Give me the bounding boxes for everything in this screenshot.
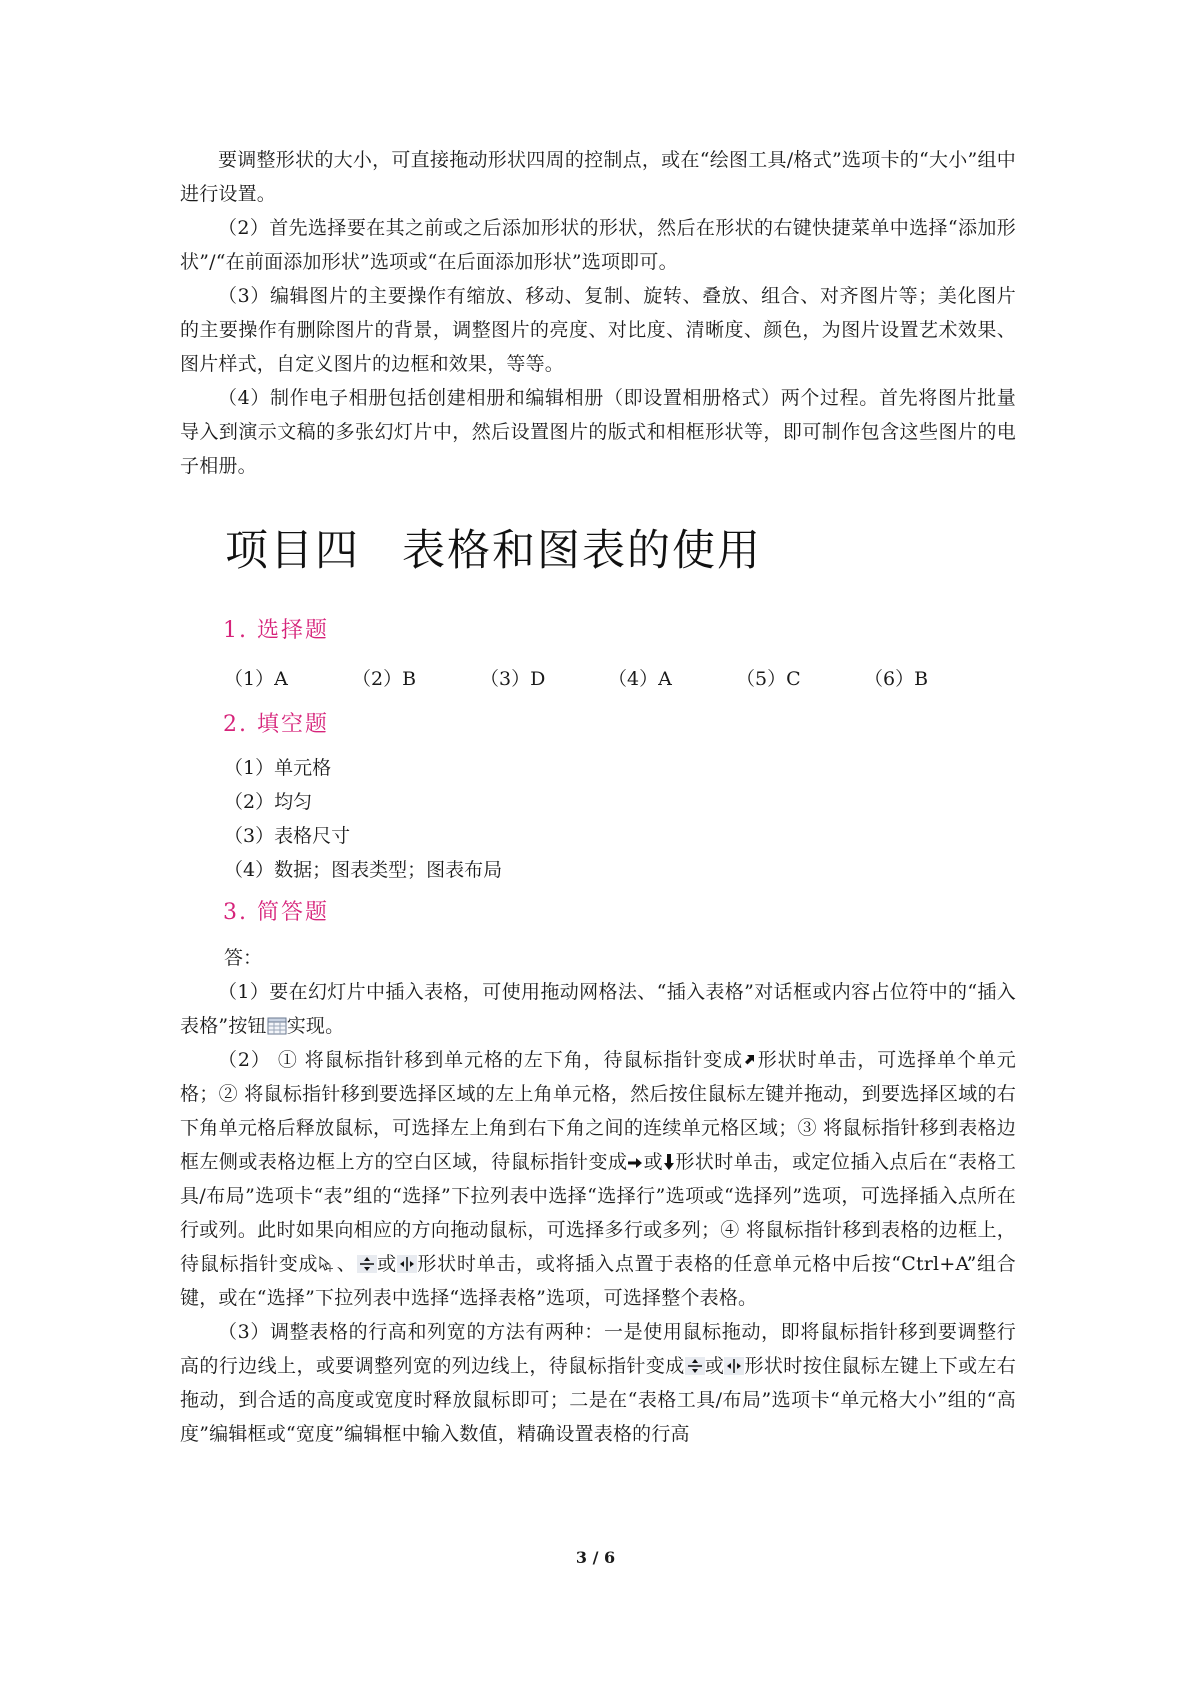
choice-answers-row [224, 657, 1016, 701]
intro-paragraph-1: 要调整形状的大小，可直接拖动形状四周的控制点，或在“绘图工具/格式”选项卡的“大小”组中进行设置。 [180, 149, 1016, 205]
short-answer-1-text: （1）要在幻灯片中插入表格，可使用拖动网格法、“插入表格”对话框或内容占位符中的“插入表格”按钮 [180, 981, 1016, 1037]
short-answer-1-text-end: 实现。 [286, 1015, 345, 1037]
short-answer-2-text: 或 [643, 1151, 664, 1173]
section-heading-choice: 1. 选择题 [223, 618, 329, 643]
fill-answer: （1）单元格 [224, 757, 332, 779]
choice-answer: （2）B [352, 668, 417, 690]
fill-answer: （3）表格尺寸 [224, 825, 351, 847]
short-answer-3-text: （3）调整表格的行高和列宽的方法有两种：一是使用鼠标拖动，即将鼠标指针移到要调整行高的行边线上，或要调整列宽的列边线上，待鼠标指针变成 [180, 1321, 1016, 1377]
short-answer-3-text: 形状时按住鼠标左键上下或左右拖动，到合适的高度或宽度时释放鼠标即可；二是在“表格工具/布局”选项卡“单元格大小”组的“高度”编辑框或“宽度”编辑框中输入数值，精确设置表格的行高 [180, 1355, 1016, 1445]
short-answer-2-text: 或 [376, 1253, 397, 1275]
short-answer-2-text: （2） ① 将鼠标指针移到单元格的左下角，待鼠标指针变成 [218, 1049, 743, 1071]
column-resize-icon [724, 1357, 744, 1375]
short-answer-2-text: 、 [336, 1253, 357, 1275]
intro-paragraph-3: （3）编辑图片的主要操作有缩放、移动、复制、旋转、叠放、组合、对齐图片等；美化图片的主要操作有删除图片的背景，调整图片的亮度、对比度、清晰度、颜色，为图片设置艺术效果、图片样式，自定义图片的边框和效果，等等。 [180, 285, 1016, 375]
fill-answer: （2）均匀 [224, 791, 313, 813]
short-answer-3-text: 或 [704, 1355, 725, 1377]
intro-paragraph-4: （4）制作电子相册包括创建相册和编辑相册（即设置相册格式）两个过程。首先将图片批量导入到演示文稿的多张幻灯片中，然后设置图片的版式和相框形状等，即可制作包含这些图片的电子相册。 [180, 387, 1016, 477]
short-answer-2 [180, 1043, 1016, 1315]
intro-paragraph-2: （2）首先选择要在其之前或之后添加形状的形状，然后在形状的右键快捷菜单中选择“添加形状”/“在前面添加形状”选项或“在后面添加形状”选项即可。 [180, 217, 1016, 273]
choice-answer: （3）D [480, 668, 546, 690]
page-content [180, 143, 1016, 1451]
fill-answers-list [180, 751, 1016, 887]
project-title-name: 表格和图表的使用 [402, 526, 762, 576]
fill-answer: （4）数据；图表类型；图表布局 [224, 859, 503, 881]
row-resize-icon [357, 1255, 377, 1273]
row-resize-icon [685, 1357, 705, 1375]
short-answer-2-text: 形状时单击，或将插入点置于表格的任意单元格中后按“Ctrl+A”组合键，或在“选择”下拉列表中选择“选择表格”选项，可选择整个表格。 [180, 1253, 1016, 1309]
cell-select-arrow-icon [743, 1053, 757, 1069]
answer-label: 答： [224, 947, 263, 969]
move-cursor-icon [318, 1255, 336, 1273]
choice-answer: （4）A [608, 668, 672, 690]
section-heading-fill: 2. 填空题 [223, 712, 329, 737]
short-answer-3 [180, 1315, 1016, 1451]
down-arrow-icon [663, 1153, 675, 1171]
project-title [225, 521, 1016, 581]
choice-answer: （1）A [224, 668, 288, 690]
section-heading-short: 3. 简答题 [223, 900, 329, 925]
insert-table-icon [267, 1017, 287, 1035]
short-answer-2-text: 形状时单击，或定位插入点后在“表格工具/布局”选项卡“表”组的“选择”下拉列表中选择“选择行”选项或“选择列”选项，可选择插入点所在行或列。此时如果向相应的方向拖动鼠标，可选择多行或多列；④ 将鼠标指针移到表格的边框上，待鼠标指针变成 [180, 1151, 1017, 1275]
column-resize-icon [397, 1255, 417, 1273]
choice-answer: （5）C [736, 668, 801, 690]
page-number: 3 / 6 [575, 1548, 616, 1567]
short-answer-1 [180, 975, 1016, 1043]
right-arrow-icon [627, 1155, 643, 1171]
short-answer-2-text: 形状时单击，可选择单个单元格；② 将鼠标指针移到要选择区域的左上角单元格，然后按住鼠标左键并拖动，到要选择区域的右下角单元格后释放鼠标，可选择左上角到右下角之间的连续单元格区域；③ 将鼠标指针移到表格边框左侧或表格边框上方的空白区域，待鼠标指针变成 [180, 1049, 1016, 1173]
choice-answer: （6）B [864, 668, 929, 690]
project-title-number: 项目四 [225, 526, 360, 576]
